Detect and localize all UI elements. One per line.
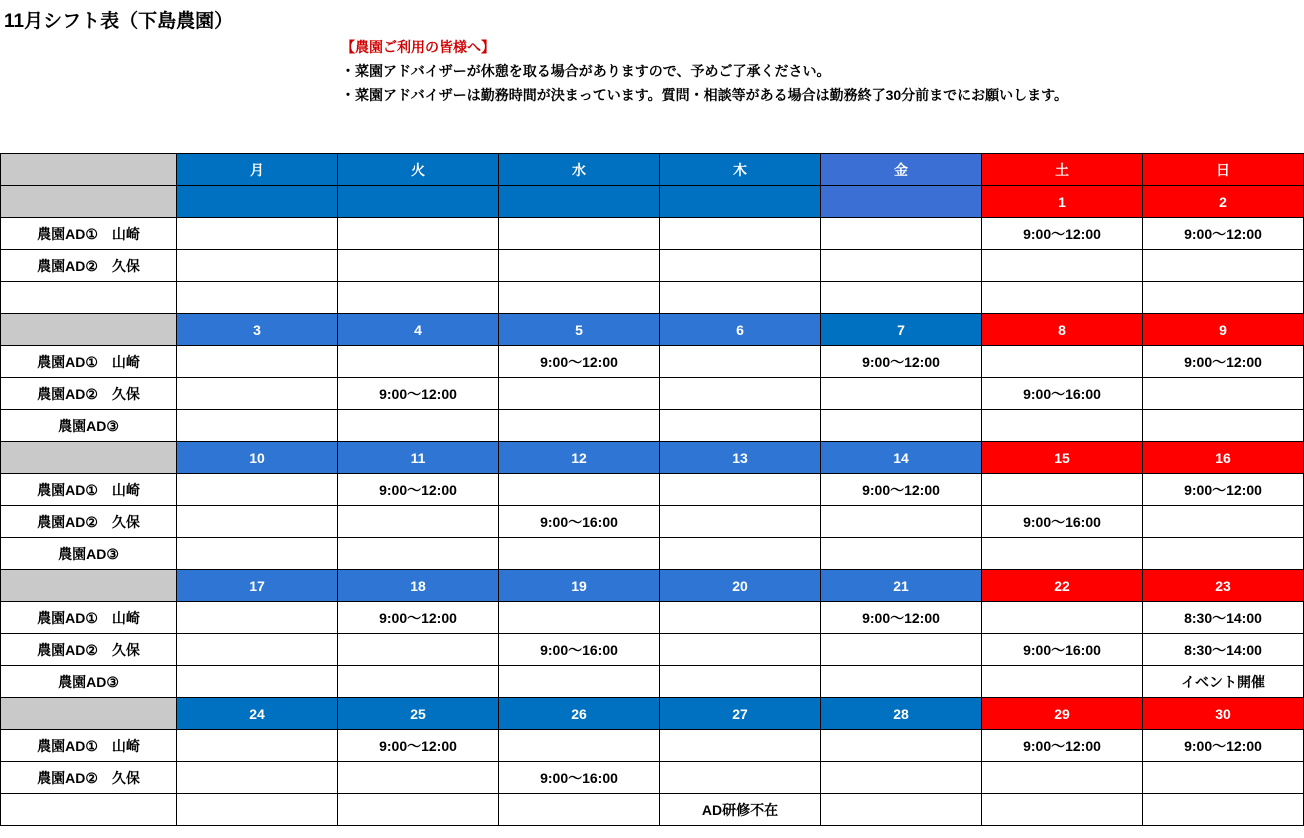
shift-cell: 9:00〜12:00: [1143, 346, 1304, 378]
day-cell-3: 3: [177, 314, 338, 346]
shift-cell: [821, 250, 982, 282]
day-cell-1: 1: [982, 186, 1143, 218]
shift-cell: [499, 410, 660, 442]
shift-cell: [338, 762, 499, 794]
day-cell-20: 20: [660, 570, 821, 602]
table-corner: [1, 154, 177, 186]
shift-cell: [499, 794, 660, 826]
shift-cell: [338, 410, 499, 442]
shift-cell: [177, 634, 338, 666]
shift-cell: [1143, 282, 1304, 314]
day-number-row: [1, 442, 1304, 474]
shift-cell: [821, 666, 982, 698]
row-label: 農園AD② 久保: [1, 762, 177, 794]
shift-cell-event: イベント開催: [1143, 666, 1304, 698]
shift-cell: [1143, 250, 1304, 282]
table-row: [1, 282, 1304, 314]
shift-cell: [982, 538, 1143, 570]
shift-cell: [660, 346, 821, 378]
day-cell-8: 8: [982, 314, 1143, 346]
shift-cell: [660, 602, 821, 634]
shift-cell: [338, 250, 499, 282]
row-label: 農園AD② 久保: [1, 634, 177, 666]
shift-cell: 9:00〜12:00: [499, 346, 660, 378]
shift-cell: 9:00〜16:00: [499, 506, 660, 538]
shift-cell: 9:00〜12:00: [1143, 474, 1304, 506]
shift-cell: [177, 762, 338, 794]
shift-table: [0, 153, 1304, 826]
shift-cell: 9:00〜12:00: [821, 602, 982, 634]
weekday-header-sun: 日: [1143, 154, 1304, 186]
weekday-header-tue: 火: [338, 154, 499, 186]
day-cell-empty: [499, 186, 660, 218]
shift-cell: [821, 634, 982, 666]
shift-cell: 9:00〜12:00: [338, 730, 499, 762]
day-cell-empty: [177, 186, 338, 218]
shift-cell: 9:00〜12:00: [821, 346, 982, 378]
weekday-header-mon: 月: [177, 154, 338, 186]
table-row: [1, 634, 1304, 666]
shift-cell: [177, 506, 338, 538]
day-cell-25: 25: [338, 698, 499, 730]
shift-cell: [499, 474, 660, 506]
shift-cell: [338, 282, 499, 314]
shift-cell: [982, 666, 1143, 698]
row-label: 農園AD① 山崎: [1, 346, 177, 378]
shift-cell: [338, 794, 499, 826]
week-corner: [1, 314, 177, 346]
day-cell-24: 24: [177, 698, 338, 730]
day-cell-13: 13: [660, 442, 821, 474]
shift-cell: 9:00〜12:00: [338, 602, 499, 634]
shift-cell: [982, 346, 1143, 378]
row-label: 農園AD③: [1, 538, 177, 570]
day-number-row: [1, 698, 1304, 730]
day-cell-30: 30: [1143, 698, 1304, 730]
shift-cell: [821, 506, 982, 538]
notice-heading: 【農園ご利用の皆様へ】: [341, 39, 495, 55]
row-label: 農園AD① 山崎: [1, 218, 177, 250]
day-cell-2: 2: [1143, 186, 1304, 218]
shift-cell: [177, 378, 338, 410]
table-row: [1, 538, 1304, 570]
weekday-header-fri: 金: [821, 154, 982, 186]
shift-cell: [338, 666, 499, 698]
notice-line-1: ・菜園アドバイザーが休憩を取る場合がありますので、予めご了承ください。: [341, 63, 831, 80]
shift-cell: [982, 602, 1143, 634]
shift-cell: [660, 730, 821, 762]
shift-cell: [821, 794, 982, 826]
shift-cell: [821, 410, 982, 442]
shift-cell: [982, 250, 1143, 282]
shift-cell: [660, 218, 821, 250]
shift-cell: 9:00〜16:00: [982, 506, 1143, 538]
shift-cell: [1143, 538, 1304, 570]
shift-cell: [660, 506, 821, 538]
day-number-row: [1, 314, 1304, 346]
shift-cell: [821, 218, 982, 250]
notice-line-2: ・菜園アドバイザーは勤務時間が決まっています。質問・相談等がある場合は勤務終了30分前までにお願いします。: [341, 87, 1069, 104]
day-cell-23: 23: [1143, 570, 1304, 602]
shift-cell: [338, 538, 499, 570]
shift-cell: [821, 762, 982, 794]
shift-cell: [982, 410, 1143, 442]
table-row: [1, 250, 1304, 282]
row-label: [1, 282, 177, 314]
shift-cell: [499, 602, 660, 634]
shift-cell: [499, 250, 660, 282]
shift-cell: [499, 378, 660, 410]
row-label: 農園AD② 久保: [1, 250, 177, 282]
table-row: [1, 378, 1304, 410]
shift-cell: [338, 346, 499, 378]
shift-cell: [177, 794, 338, 826]
shift-cell: 9:00〜12:00: [982, 730, 1143, 762]
day-cell-11: 11: [338, 442, 499, 474]
shift-cell: [499, 218, 660, 250]
day-cell-22: 22: [982, 570, 1143, 602]
weekday-header-row: [1, 154, 1304, 186]
shift-cell: [177, 666, 338, 698]
shift-cell: [660, 538, 821, 570]
shift-cell: [177, 538, 338, 570]
shift-cell: 9:00〜16:00: [499, 634, 660, 666]
week-corner: [1, 442, 177, 474]
day-cell-19: 19: [499, 570, 660, 602]
shift-cell: [660, 474, 821, 506]
day-cell-10: 10: [177, 442, 338, 474]
shift-cell: [499, 730, 660, 762]
weekday-header-thu: 木: [660, 154, 821, 186]
shift-cell: [499, 666, 660, 698]
day-cell-27: 27: [660, 698, 821, 730]
row-label: [1, 794, 177, 826]
shift-cell: [660, 282, 821, 314]
day-number-row: [1, 186, 1304, 218]
shift-cell: 9:00〜12:00: [982, 218, 1143, 250]
day-cell-14: 14: [821, 442, 982, 474]
shift-cell: [499, 282, 660, 314]
shift-cell: [1143, 378, 1304, 410]
shift-cell: [821, 282, 982, 314]
weekday-header-wed: 水: [499, 154, 660, 186]
day-cell-4: 4: [338, 314, 499, 346]
table-row: [1, 346, 1304, 378]
row-label: 農園AD① 山崎: [1, 602, 177, 634]
day-number-row: [1, 570, 1304, 602]
shift-cell: [1143, 762, 1304, 794]
shift-cell: [338, 506, 499, 538]
shift-cell: [177, 474, 338, 506]
day-cell-18: 18: [338, 570, 499, 602]
day-cell-29: 29: [982, 698, 1143, 730]
shift-cell: [821, 378, 982, 410]
shift-cell: 9:00〜16:00: [982, 634, 1143, 666]
row-label: 農園AD① 山崎: [1, 730, 177, 762]
shift-cell: 9:00〜12:00: [1143, 730, 1304, 762]
shift-cell: [177, 282, 338, 314]
shift-cell: [177, 602, 338, 634]
shift-cell: [660, 762, 821, 794]
shift-cell: 9:00〜12:00: [338, 378, 499, 410]
day-cell-26: 26: [499, 698, 660, 730]
shift-cell: [982, 474, 1143, 506]
week-corner: [1, 186, 177, 218]
day-cell-17: 17: [177, 570, 338, 602]
shift-cell: [177, 218, 338, 250]
table-row: [1, 602, 1304, 634]
shift-cell: 9:00〜12:00: [338, 474, 499, 506]
shift-cell: [660, 666, 821, 698]
day-cell-16: 16: [1143, 442, 1304, 474]
day-cell-9: 9: [1143, 314, 1304, 346]
row-label: 農園AD① 山崎: [1, 474, 177, 506]
table-row: [1, 410, 1304, 442]
shift-cell: [177, 250, 338, 282]
shift-cell: [177, 346, 338, 378]
day-cell-21: 21: [821, 570, 982, 602]
shift-cell: 9:00〜12:00: [821, 474, 982, 506]
week-corner: [1, 570, 177, 602]
shift-cell: [660, 250, 821, 282]
table-row: [1, 730, 1304, 762]
shift-cell: [660, 378, 821, 410]
day-cell-6: 6: [660, 314, 821, 346]
table-row: [1, 218, 1304, 250]
row-label: 農園AD③: [1, 666, 177, 698]
shift-cell: 9:00〜16:00: [982, 378, 1143, 410]
shift-cell-note: AD研修不在: [660, 794, 821, 826]
weekday-header-sat: 土: [982, 154, 1143, 186]
shift-cell: [177, 410, 338, 442]
shift-cell: [1143, 794, 1304, 826]
shift-cell: [338, 634, 499, 666]
shift-cell: 9:00〜12:00: [1143, 218, 1304, 250]
day-cell-15: 15: [982, 442, 1143, 474]
shift-cell: [982, 282, 1143, 314]
shift-cell: 9:00〜16:00: [499, 762, 660, 794]
shift-cell: [982, 794, 1143, 826]
row-label: 農園AD③: [1, 410, 177, 442]
row-label: 農園AD② 久保: [1, 378, 177, 410]
notice-block: [341, 40, 1291, 112]
shift-cell: [660, 410, 821, 442]
shift-cell: [1143, 506, 1304, 538]
shift-cell: [660, 634, 821, 666]
shift-cell: [821, 730, 982, 762]
day-cell-12: 12: [499, 442, 660, 474]
table-row: [1, 506, 1304, 538]
shift-cell: [1143, 410, 1304, 442]
week-corner: [1, 698, 177, 730]
table-row: [1, 666, 1304, 698]
page-title: 11月シフト表（下島農園）: [4, 11, 234, 32]
table-row: [1, 474, 1304, 506]
shift-cell: [821, 538, 982, 570]
day-cell-empty: [338, 186, 499, 218]
shift-cell: 8:30〜14:00: [1143, 602, 1304, 634]
row-label: 農園AD② 久保: [1, 506, 177, 538]
shift-cell: 8:30〜14:00: [1143, 634, 1304, 666]
shift-cell: [982, 762, 1143, 794]
day-cell-empty: [821, 186, 982, 218]
day-cell-empty: [660, 186, 821, 218]
shift-cell: [177, 730, 338, 762]
shift-cell: [499, 538, 660, 570]
shift-cell: [338, 218, 499, 250]
table-row: [1, 762, 1304, 794]
day-cell-7: 7: [821, 314, 982, 346]
day-cell-28: 28: [821, 698, 982, 730]
day-cell-5: 5: [499, 314, 660, 346]
table-row: [1, 794, 1304, 826]
